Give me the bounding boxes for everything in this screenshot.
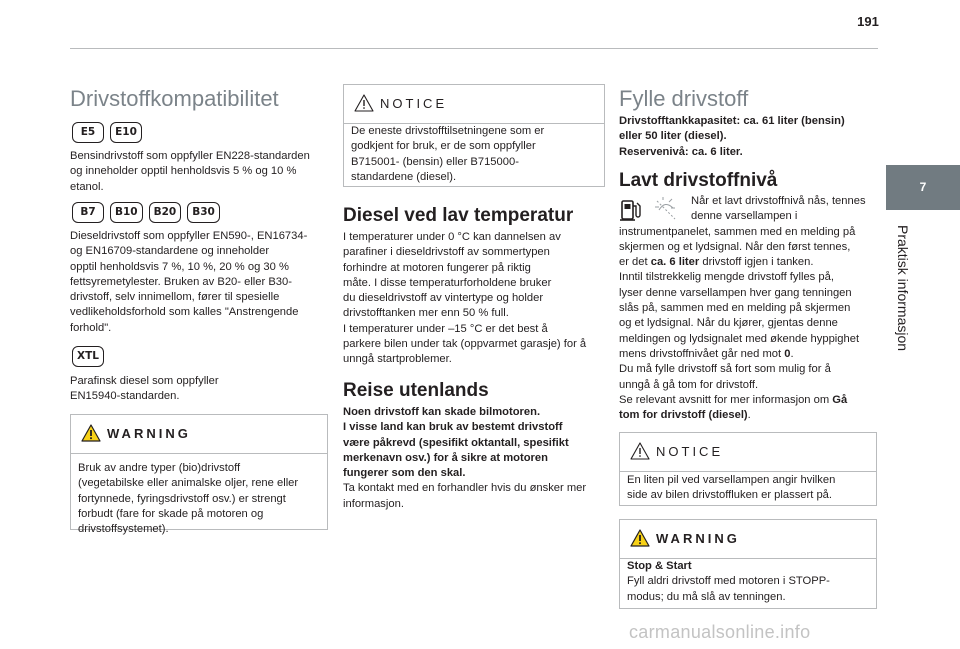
warning-title: WARNING — [107, 426, 191, 441]
travel-abroad-text: Noen drivstoff kan skade bilmotoren. I visse land kan bruk av bestemt drivstoff være påkrevd (spesifikt oktantall, spesifikt merkenavn osv.) for å sikre at motoren fungerer som den skal. Ta kontakt med en forhandler hvis du ønsker mer informasjon. — [343, 406, 587, 510]
fuel-badge-b30: B30 — [187, 202, 220, 223]
low-fuel-text-indent: Når et lavt drivstoffnivå nås, tennes denne varsellampen i — [691, 195, 866, 223]
warning-box-biofuel — [70, 414, 328, 536]
xtl-badges — [72, 346, 104, 367]
fuel-badge-b20: B20 — [149, 202, 182, 223]
notice-title: NOTICE — [380, 96, 448, 111]
diesel-low-temp-text: I temperaturer under 0 °C kan dannelsen av parafiner i dieseldrivstoff av sommertypen forhindre at motoren fungerer på riktig måte. I disse temperaturforholdene bruker du dieseldrivstoff av vintertype og holder drivstofftanken mer enn 50 % full. I temperaturer under –15 °C er det best å parkere bilen under tak (oppvarmet garasje) for å unngå startproblemer. — [343, 231, 587, 366]
low-fuel-text: instrumentpanelet, sammen med en melding på skjermen og et lydsignal. Når den først tennes, er det ca. 6 liter drivstoff igjen i tanken. Inntil tilstrekkelig mengde drivstoff fylles på, lyser denne varsellampen hver gang tenningen slås på, sammen med en melding på skjermen og et lydsignal. Når du kjører, gjentas denne meldingen og lydsignalet med økende hyppighet mens drivstoffnivået går ned mot 0. Du må fylle drivstoff så fort som mulig for å unngå å gå tom for drivstoff. Se relevant avsnitt for mer informasjon om Gå tom for drivstoff (diesel). — [619, 225, 860, 422]
top-rule — [70, 48, 878, 49]
section-heading-refuelling: Fylle drivstoff — [619, 86, 749, 111]
section-heading-travel-abroad: Reise utenlands — [343, 380, 489, 401]
notice-text: En liten pil ved varsellampen angir hvilken side av bilen drivstoffluken er plassert på. — [627, 474, 836, 502]
notice-title: NOTICE — [656, 444, 724, 459]
section-heading-diesel-low-temp: Diesel ved lav temperatur — [343, 205, 574, 226]
fuel-badge-b7: B7 — [72, 202, 104, 223]
fuel-warning-lamp-icon — [619, 196, 687, 224]
notice-box-additives — [343, 84, 605, 187]
fuel-badge-b10: B10 — [110, 202, 143, 223]
warning-text: Bruk av andre typer (bio)drivstoff (vegetabilske eller animalske oljer, rene eller fortynnede, fyringsdrivstoff osv.) er strengt forbudt (fare for skade på motoren og drivstoffsystemet). — [78, 462, 299, 536]
chapter-tab: 7 — [886, 165, 960, 210]
warning-text: Stop & Start Fyll aldri drivstoff med motoren i STOPP- modus; du må slå av tenningen. — [627, 560, 830, 603]
section-heading-compatibility: Drivstoffkompatibilitet — [70, 86, 279, 111]
notice-icon — [630, 442, 650, 460]
diesel-description: Dieseldrivstoff som oppfyller EN590-, EN16734- og EN16709-standardene og inneholder opptil henholdsvis 7 %, 10 %, 20 % og 30 % fettsyremetylester. Bruken av B20- eller B30- drivstoff, selv innimellom, fører til spesielle vedlikeholdsforhold som kalles "Anstrengende forhold". — [70, 230, 308, 334]
diesel-badges — [72, 202, 220, 223]
page-number: 191 — [857, 14, 879, 29]
fuel-badge-e10: E10 — [110, 122, 142, 143]
notice-text: De eneste drivstofftilsetningene som er godkjent for bruk, er de som oppfyller B715001- (bensin) eller B715000- standardene (diesel). — [351, 125, 545, 183]
notice-box-fuel-flap — [619, 432, 877, 506]
section-heading-low-fuel: Lavt drivstoffnivå — [619, 170, 778, 191]
warning-icon — [630, 529, 650, 547]
xtl-description: Parafinsk diesel som oppfyller EN15940-standarden. — [70, 375, 219, 403]
warning-title: WARNING — [656, 531, 740, 546]
fuel-badge-e5: E5 — [72, 122, 104, 143]
tank-capacity-text: Drivstofftankkapasitet: ca. 61 liter (bensin) eller 50 liter (diesel). Reservenivå: ca. 6 liter. — [619, 115, 845, 158]
petrol-badges — [72, 122, 142, 143]
fuel-badge-xtl: XTL — [72, 346, 104, 367]
watermark: carmanualsonline.info — [629, 622, 811, 642]
warning-box-stop-start — [619, 519, 877, 609]
notice-icon — [354, 94, 374, 112]
chapter-title: Praktisk informasjon — [895, 225, 911, 352]
warning-icon — [81, 424, 101, 442]
petrol-description: Bensindrivstoff som oppfyller EN228-standarden og inneholder opptil henholdsvis 5 % og 10 % etanol. — [70, 150, 310, 193]
chapter-label — [895, 225, 913, 385]
